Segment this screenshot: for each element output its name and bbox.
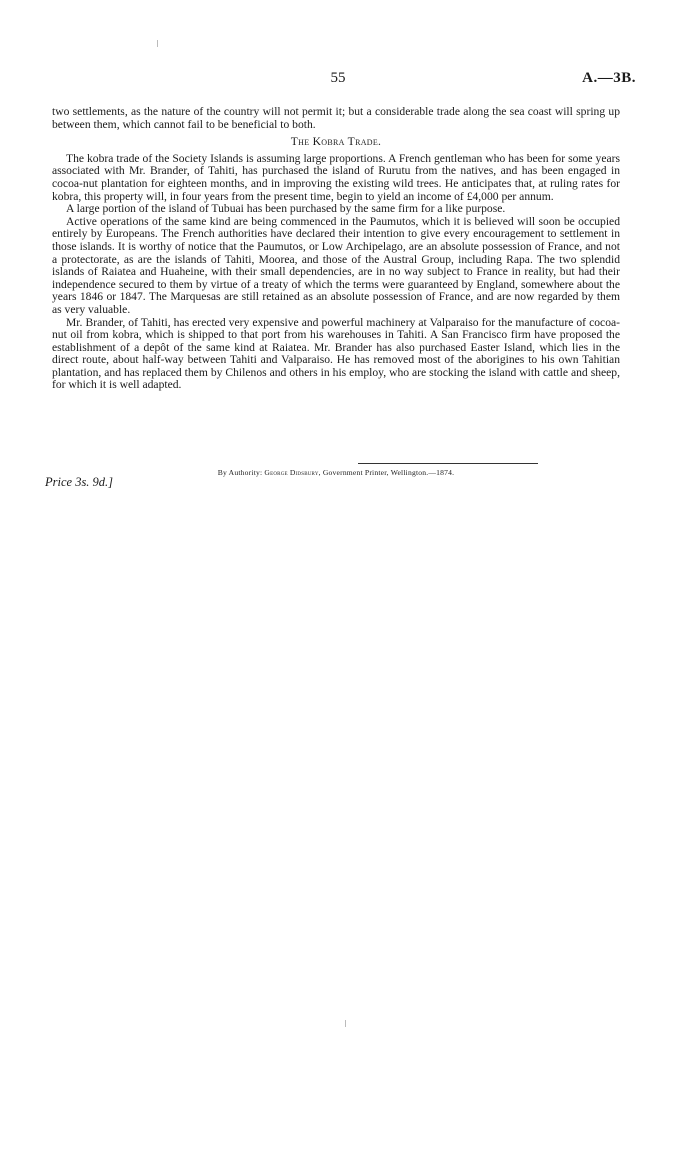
paragraph-continuation: two settlements, as the nature of the country will not permit it; but a considerable trade along the sea coast will spring up between them, which cannot fail to be beneficial to both. (52, 105, 620, 131)
page-number: 55 (330, 70, 346, 86)
body-text (52, 106, 620, 392)
imprint-suffix: , Government Printer, Wellington.—1874. (318, 468, 455, 477)
imprint-printer: George Didsbury (264, 468, 319, 477)
document-reference: A.—3B. (582, 70, 636, 86)
imprint-line (52, 468, 620, 477)
imprint-rule (358, 463, 538, 464)
imprint-prefix: By Authority: (217, 468, 265, 477)
paragraph-brander-machinery: Mr. Brander, of Tahiti, has erected very expensive and powerful machinery at Valparaiso for the manufacture of cocoa-nut oil from kobra, which is shipped to that port from his warehouses in Tahiti. A San Francisco firm have proposed the establishment of a depôt of the same kind at Raiatea. Mr. Brander has also purchased Easter Island, which lies in the direct route, about half-way between Tahiti and Valparaiso. He has removed most of the aborigines to his own Tahitian plantation, and has replaced them by Chilenos and others in his employ, who are stocking the island with cattle and sheep, for which it is well adapted. (52, 315, 620, 392)
section-heading: The Kobra Trade. (290, 135, 382, 149)
paragraph-paumutos: Active operations of the same kind are being commenced in the Paumutos, which it is believed will soon be occupied entirely by Europeans. The French authorities have declared their intention to give every encouragement to settlement in those islands. It is worthy of notice that the Paumutos, or Low Archipelago, are an absolute possession of France, and not a protectorate, as are the islands of Tahiti, Moorea, and those of the Austral Group, including Rapa. The two splendid islands of Raiatea and Huaheine, with their small dependencies, are in no way subject to France in reality, but had their independence secured to them by virtue of a treaty of which the terms were guaranteed by England, somewhere about the years 1846 or 1847. The Marquesas are still retained as an absolute possession of France, and are now regarded by them as very valuable. (52, 214, 620, 316)
scan-mark-top (157, 40, 158, 47)
page-header (40, 70, 636, 90)
scan-mark-bottom (345, 1020, 346, 1027)
price-label: Price 3s. 9d.] (45, 475, 114, 489)
paragraph-tubuai: A large portion of the island of Tubuai has been purchased by the same firm for a like purpose. (66, 202, 506, 216)
paragraph-kobra-trade: The kobra trade of the Society Islands is assuming large proportions. A French gentleman who has been for some years associated with Mr. Brander, of Tahiti, has purchased the island of Rurutu from the natives, and has been engaged in cocoa-nut plantation for eighteen months, and in improving the existing wild trees. He anticipates that, at ruling rates for kobra, this property will, in four years from the present time, begin to yield an income of £4,000 per annum. (52, 151, 620, 203)
